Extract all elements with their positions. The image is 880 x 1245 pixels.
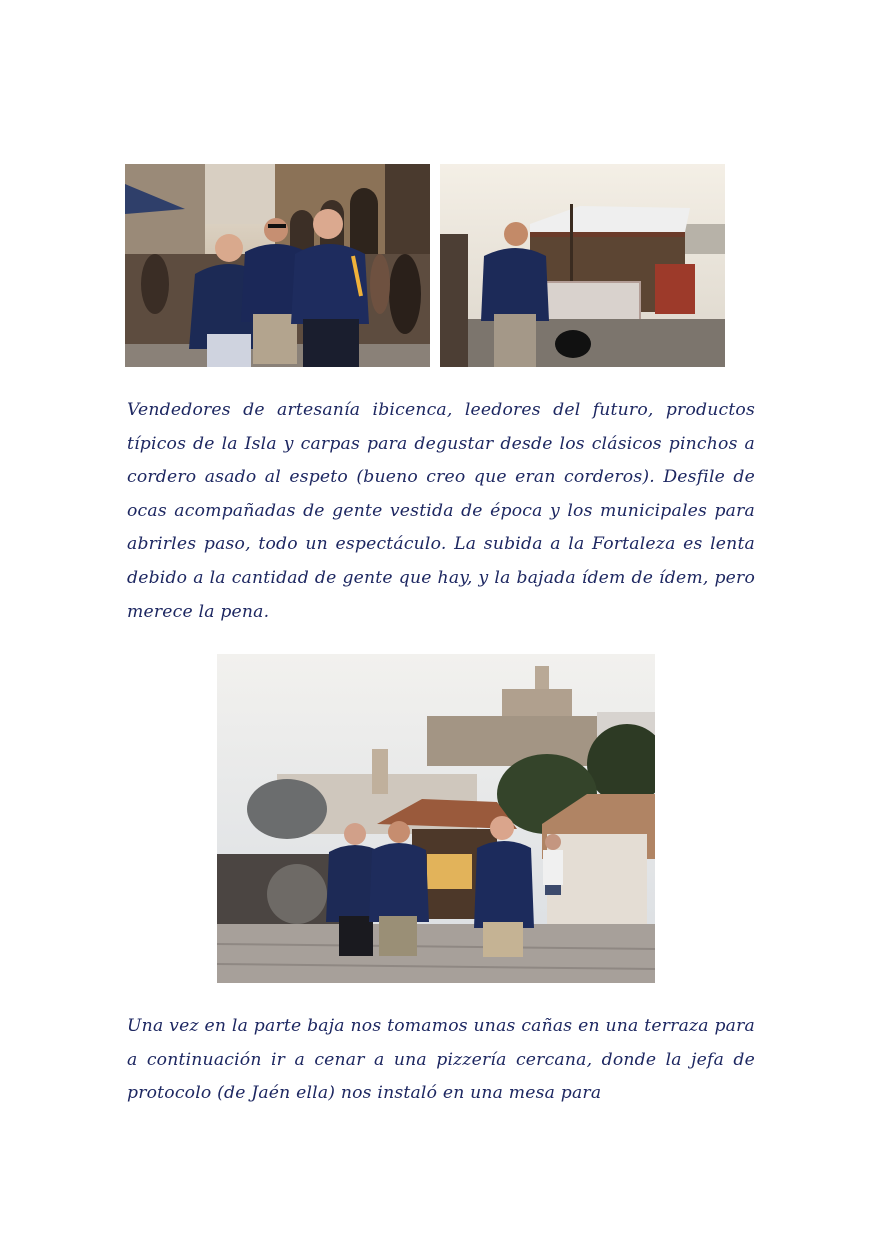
photo-fortress-group [217,654,655,983]
body-paragraph-2: Una vez en la parte baja nos tomamos unas cañas en una terraza para a continuación ir a cenar a una pizzería cercana, donde la jefa de protocolo (de Jaén ella) nos instaló en una mesa para [127,1016,755,1104]
body-paragraph-1: Vendedores de artesanía ibicenca, leedores del futuro, productos típicos de la Isla y carpas para degustar desde los clásicos pinchos a cordero asado al espeto (bueno creo que eran corderos). Desfile de ocas acompañadas de gente vestida de época y los municipales para abrirles paso, todo un espectáculo. La subida a la Fortaleza es lenta debido a la cantidad de gente que hay, y la bajada ídem de ídem, pero merece la pena. [127,400,755,622]
photo-market-street-group [125,164,430,367]
photo-market-stall [440,164,725,367]
